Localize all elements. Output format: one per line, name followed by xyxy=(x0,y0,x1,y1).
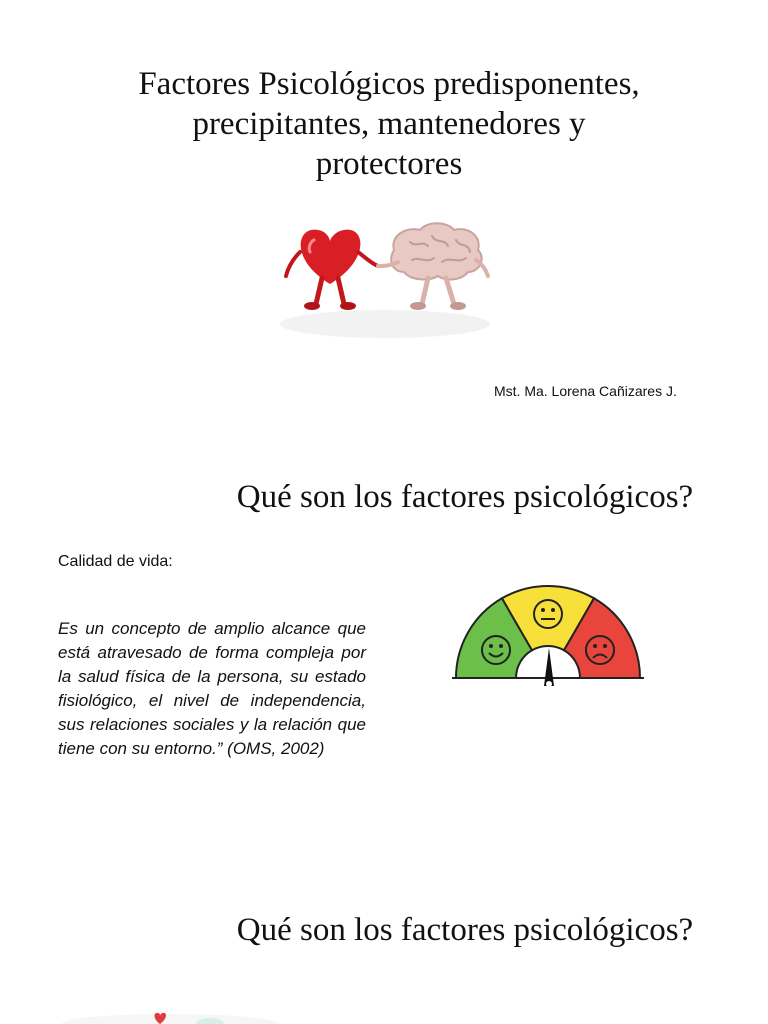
slide2-heading: Qué son los factores psicológicos? xyxy=(236,479,694,515)
slide1-title-line-3: protectores xyxy=(315,146,463,182)
slide3-partial-illustration xyxy=(60,1006,280,1024)
slide1-title-line-2: precipitantes, mantenedores y xyxy=(192,106,586,142)
slide1-title-line-1: Factores Psicológicos predisponentes, xyxy=(138,66,640,102)
quality-of-life-definition: Es un concepto de amplio alcance que está atravesado de forma compleja por la salud física de la persona, su estado fisiológico, el nivel de independencia, sus relaciones sociales y la relación que tiene con su entorno.” (OMS, 2002) xyxy=(58,619,366,758)
quality-of-life-label: Calidad de vida: xyxy=(58,553,173,570)
brain-character-icon xyxy=(378,223,488,310)
gauge-needle xyxy=(544,648,554,687)
heart-character-icon xyxy=(286,230,378,310)
mood-gauge xyxy=(408,558,690,710)
slide3-heading: Qué son los factores psicológicos? xyxy=(236,912,694,948)
author-name: Mst. Ma. Lorena Cañizares J. xyxy=(494,383,677,399)
slide1-title xyxy=(84,64,694,184)
heart-brain-illustration xyxy=(270,212,500,342)
